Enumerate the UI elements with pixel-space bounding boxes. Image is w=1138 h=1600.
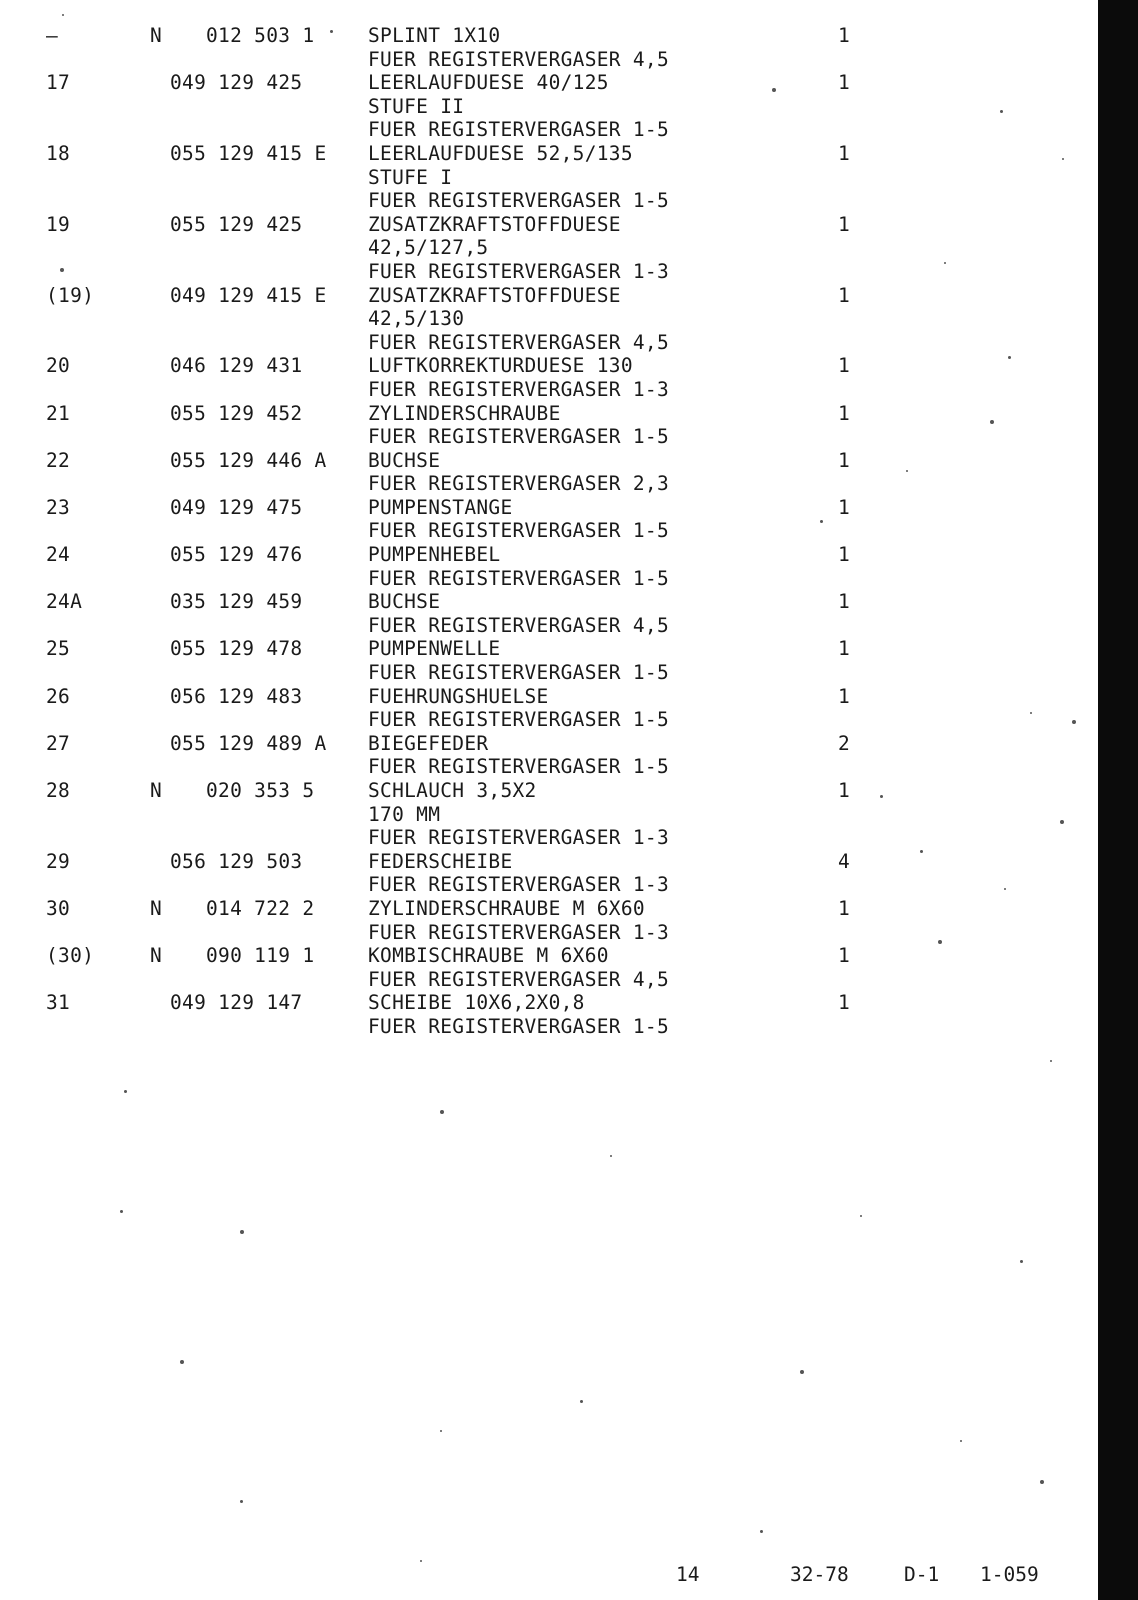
- part-description-detail: FUER REGISTERVERGASER 1-5: [368, 661, 669, 685]
- part-number: 055 129 476: [170, 543, 303, 567]
- part-number: 055 129 489 A: [170, 731, 327, 755]
- quantity: 1: [838, 543, 851, 567]
- scan-speck: [610, 1155, 612, 1157]
- part-description-detail: FUER REGISTERVERGASER 1-5: [368, 118, 669, 142]
- part-description-detail: STUFE I: [368, 165, 453, 189]
- norm-part-flag: N: [150, 944, 163, 968]
- position-number: 27: [46, 731, 71, 755]
- position-number: 17: [46, 71, 71, 95]
- part-description-detail: FUER REGISTERVERGASER 1-3: [368, 920, 669, 944]
- part-description: KOMBISCHRAUBE M 6X60: [368, 944, 609, 968]
- position-number: 21: [46, 401, 71, 425]
- table-row: [0, 543, 1098, 590]
- quantity: 1: [838, 944, 851, 968]
- row-main-line: [0, 897, 1098, 921]
- position-number: 20: [46, 354, 71, 378]
- table-row: [0, 142, 1098, 213]
- scan-speck: [820, 520, 823, 523]
- scan-speck: [938, 940, 942, 944]
- row-continuation-line: [0, 921, 1098, 945]
- scan-speck: [906, 470, 908, 472]
- part-description: ZUSATZKRAFTSTOFFDUESE: [368, 283, 621, 307]
- part-description-detail: FUER REGISTERVERGASER 2,3: [368, 472, 669, 496]
- row-continuation-line: [0, 803, 1098, 827]
- position-number: 19: [46, 212, 71, 236]
- quantity: 1: [838, 637, 851, 661]
- scan-speck: [1020, 1260, 1023, 1263]
- part-description-detail: FUER REGISTERVERGASER 1-3: [368, 377, 669, 401]
- scan-speck: [1000, 110, 1003, 113]
- table-row: [0, 496, 1098, 543]
- row-main-line: [0, 944, 1098, 968]
- table-row: [0, 685, 1098, 732]
- row-main-line: [0, 779, 1098, 803]
- table-row: [0, 850, 1098, 897]
- scan-speck: [772, 88, 776, 92]
- row-continuation-line: [0, 826, 1098, 850]
- scan-speck: [880, 795, 883, 798]
- row-continuation-line: [0, 614, 1098, 638]
- scan-speck: [1030, 712, 1032, 714]
- row-continuation-line: [0, 661, 1098, 685]
- part-number: 055 129 446 A: [170, 448, 327, 472]
- row-continuation-line: [0, 968, 1098, 992]
- position-number: (30): [46, 944, 95, 968]
- position-number: (19): [46, 283, 95, 307]
- row-continuation-line: [0, 472, 1098, 496]
- part-number: 055 129 478: [170, 637, 303, 661]
- row-main-line: [0, 213, 1098, 237]
- scan-speck: [990, 420, 994, 424]
- row-continuation-line: [0, 425, 1098, 449]
- parts-table: [0, 24, 1098, 1039]
- part-number: 035 129 459: [170, 590, 303, 614]
- quantity: 1: [838, 71, 851, 95]
- scan-speck: [1040, 1480, 1044, 1484]
- part-description: LEERLAUFDUESE 52,5/135: [368, 141, 633, 165]
- scan-edge-shadow: [1098, 0, 1138, 1600]
- scan-speck: [760, 1530, 763, 1533]
- row-continuation-line: [0, 378, 1098, 402]
- part-description-detail: FUER REGISTERVERGASER 1-3: [368, 259, 669, 283]
- row-continuation-line: [0, 166, 1098, 190]
- part-number: 046 129 431: [170, 354, 303, 378]
- row-continuation-line: [0, 708, 1098, 732]
- part-description-detail: FUER REGISTERVERGASER 4,5: [368, 47, 669, 71]
- part-description: ZUSATZKRAFTSTOFFDUESE: [368, 212, 621, 236]
- footer-page-number: 14: [676, 1563, 700, 1586]
- row-continuation-line: [0, 118, 1098, 142]
- position-number: 24: [46, 543, 71, 567]
- scan-speck: [580, 1400, 583, 1403]
- quantity: 1: [838, 590, 851, 614]
- row-main-line: [0, 850, 1098, 874]
- scan-speck: [920, 850, 923, 853]
- quantity: 1: [838, 991, 851, 1015]
- part-number: 012 503 1: [206, 24, 315, 47]
- quantity: 1: [838, 401, 851, 425]
- position-number: 31: [46, 991, 71, 1015]
- part-description: LUFTKORREKTURDUESE 130: [368, 354, 633, 378]
- scan-speck: [420, 1560, 422, 1562]
- position-number: 25: [46, 637, 71, 661]
- part-description: BUCHSE: [368, 448, 441, 472]
- part-number: 090 119 1: [206, 944, 315, 968]
- part-description: FUEHRUNGSHUELSE: [368, 684, 549, 708]
- footer-date-code: 32-78: [790, 1563, 849, 1586]
- scan-speck: [1072, 720, 1076, 724]
- position-number: 26: [46, 684, 71, 708]
- part-description: BIEGEFEDER: [368, 731, 489, 755]
- table-row: [0, 732, 1098, 779]
- part-number: 055 129 452: [170, 401, 303, 425]
- position-number: 24A: [46, 590, 83, 614]
- part-description-detail: FUER REGISTERVERGASER 4,5: [368, 613, 669, 637]
- part-number: 014 722 2: [206, 896, 315, 920]
- scan-speck: [860, 1215, 862, 1217]
- row-continuation-line: [0, 567, 1098, 591]
- scan-speck: [240, 1500, 243, 1503]
- table-row: [0, 897, 1098, 944]
- part-number: 049 129 415 E: [170, 283, 327, 307]
- part-number: 049 129 425: [170, 71, 303, 95]
- row-continuation-line: [0, 873, 1098, 897]
- quantity: 2: [838, 731, 851, 755]
- row-continuation-line: [0, 331, 1098, 355]
- row-main-line: [0, 142, 1098, 166]
- position-number: 29: [46, 849, 71, 873]
- part-description: BUCHSE: [368, 590, 441, 614]
- position-number: 28: [46, 779, 71, 802]
- part-description-detail: FUER REGISTERVERGASER 1-3: [368, 826, 669, 850]
- scan-speck: [1050, 1060, 1052, 1062]
- part-description-detail: FUER REGISTERVERGASER 4,5: [368, 967, 669, 991]
- part-description-detail: STUFE II: [368, 94, 465, 118]
- quantity: 4: [838, 849, 851, 873]
- norm-part-flag: N: [150, 24, 163, 47]
- scan-speck: [800, 1370, 804, 1374]
- scan-speck: [440, 1430, 442, 1432]
- position-number: 30: [46, 896, 71, 920]
- footer-section: D-1: [904, 1563, 940, 1586]
- position-number: –: [46, 24, 59, 47]
- part-description: LEERLAUFDUESE 40/125: [368, 71, 609, 95]
- quantity: 1: [838, 779, 851, 802]
- table-row: [0, 24, 1098, 71]
- position-number: 22: [46, 448, 71, 472]
- part-number: 056 129 503: [170, 849, 303, 873]
- table-row: [0, 991, 1098, 1038]
- part-description: SCHEIBE 10X6,2X0,8: [368, 991, 585, 1015]
- part-description-detail: FUER REGISTERVERGASER 1-5: [368, 189, 669, 213]
- quantity: 1: [838, 495, 851, 519]
- part-description: PUMPENHEBEL: [368, 543, 501, 567]
- table-row: [0, 590, 1098, 637]
- row-main-line: [0, 991, 1098, 1015]
- scan-speck: [62, 14, 64, 16]
- part-description: PUMPENSTANGE: [368, 495, 513, 519]
- row-continuation-line: [0, 519, 1098, 543]
- part-description-detail: FUER REGISTERVERGASER 1-5: [368, 755, 669, 779]
- scan-speck: [440, 1110, 444, 1114]
- quantity: 1: [838, 354, 851, 378]
- part-description-detail: 42,5/130: [368, 307, 465, 331]
- row-main-line: [0, 354, 1098, 378]
- row-main-line: [0, 590, 1098, 614]
- part-description: ZYLINDERSCHRAUBE M 6X60: [368, 896, 645, 920]
- scan-speck: [960, 1440, 962, 1442]
- row-continuation-line: [0, 236, 1098, 260]
- part-number: 055 129 415 E: [170, 141, 327, 165]
- quantity: 1: [838, 896, 851, 920]
- scan-speck: [60, 268, 64, 272]
- table-row: [0, 213, 1098, 284]
- table-row: [0, 944, 1098, 991]
- scan-speck: [180, 1360, 184, 1364]
- scan-speck: [330, 30, 333, 33]
- part-description: SCHLAUCH 3,5X2: [368, 779, 537, 802]
- part-description: ZYLINDERSCHRAUBE: [368, 401, 561, 425]
- scan-speck: [1008, 356, 1011, 359]
- part-description-detail: FUER REGISTERVERGASER 1-5: [368, 566, 669, 590]
- part-description-detail: FUER REGISTERVERGASER 1-5: [368, 425, 669, 449]
- row-main-line: [0, 543, 1098, 567]
- position-number: 23: [46, 495, 71, 519]
- row-main-line: [0, 732, 1098, 756]
- position-number: 18: [46, 141, 71, 165]
- part-description-detail: 42,5/127,5: [368, 236, 489, 260]
- row-continuation-line: [0, 189, 1098, 213]
- part-number: 049 129 147: [170, 991, 303, 1015]
- scan-speck: [1004, 888, 1006, 890]
- part-number: 049 129 475: [170, 495, 303, 519]
- quantity: 1: [838, 141, 851, 165]
- table-row: [0, 449, 1098, 496]
- part-number: 020 353 5: [206, 779, 315, 802]
- norm-part-flag: N: [150, 896, 163, 920]
- table-row: [0, 354, 1098, 401]
- row-continuation-line: [0, 307, 1098, 331]
- row-continuation-line: [0, 95, 1098, 119]
- part-description-detail: FUER REGISTERVERGASER 1-3: [368, 873, 669, 897]
- part-description: SPLINT 1X10: [368, 24, 501, 47]
- footer-reference: 1-059: [980, 1563, 1039, 1586]
- table-row: [0, 71, 1098, 142]
- row-main-line: [0, 284, 1098, 308]
- row-main-line: [0, 71, 1098, 95]
- part-description-detail: FUER REGISTERVERGASER 4,5: [368, 330, 669, 354]
- scan-speck: [240, 1230, 244, 1234]
- row-continuation-line: [0, 48, 1098, 72]
- quantity: 1: [838, 212, 851, 236]
- part-description: FEDERSCHEIBE: [368, 849, 513, 873]
- row-continuation-line: [0, 260, 1098, 284]
- row-continuation-line: [0, 755, 1098, 779]
- row-main-line: [0, 637, 1098, 661]
- row-main-line: [0, 449, 1098, 473]
- scan-speck: [120, 1210, 123, 1213]
- norm-part-flag: N: [150, 779, 163, 802]
- table-row: [0, 284, 1098, 355]
- part-description-detail: FUER REGISTERVERGASER 1-5: [368, 519, 669, 543]
- part-description: PUMPENWELLE: [368, 637, 501, 661]
- part-description-detail: FUER REGISTERVERGASER 1-5: [368, 1014, 669, 1038]
- scan-speck: [944, 262, 946, 264]
- part-description-detail: FUER REGISTERVERGASER 1-5: [368, 708, 669, 732]
- quantity: 1: [838, 24, 851, 47]
- row-main-line: [0, 496, 1098, 520]
- table-row: [0, 402, 1098, 449]
- part-description-detail: 170 MM: [368, 802, 441, 826]
- row-main-line: [0, 402, 1098, 426]
- quantity: 1: [838, 283, 851, 307]
- row-main-line: [0, 24, 1098, 48]
- row-main-line: [0, 685, 1098, 709]
- scan-speck: [1062, 158, 1064, 160]
- scan-speck: [124, 1090, 127, 1093]
- table-row: [0, 637, 1098, 684]
- part-number: 056 129 483: [170, 684, 303, 708]
- scan-speck: [1060, 820, 1064, 824]
- table-row: [0, 779, 1098, 850]
- row-continuation-line: [0, 1015, 1098, 1039]
- quantity: 1: [838, 684, 851, 708]
- quantity: 1: [838, 448, 851, 472]
- part-number: 055 129 425: [170, 212, 303, 236]
